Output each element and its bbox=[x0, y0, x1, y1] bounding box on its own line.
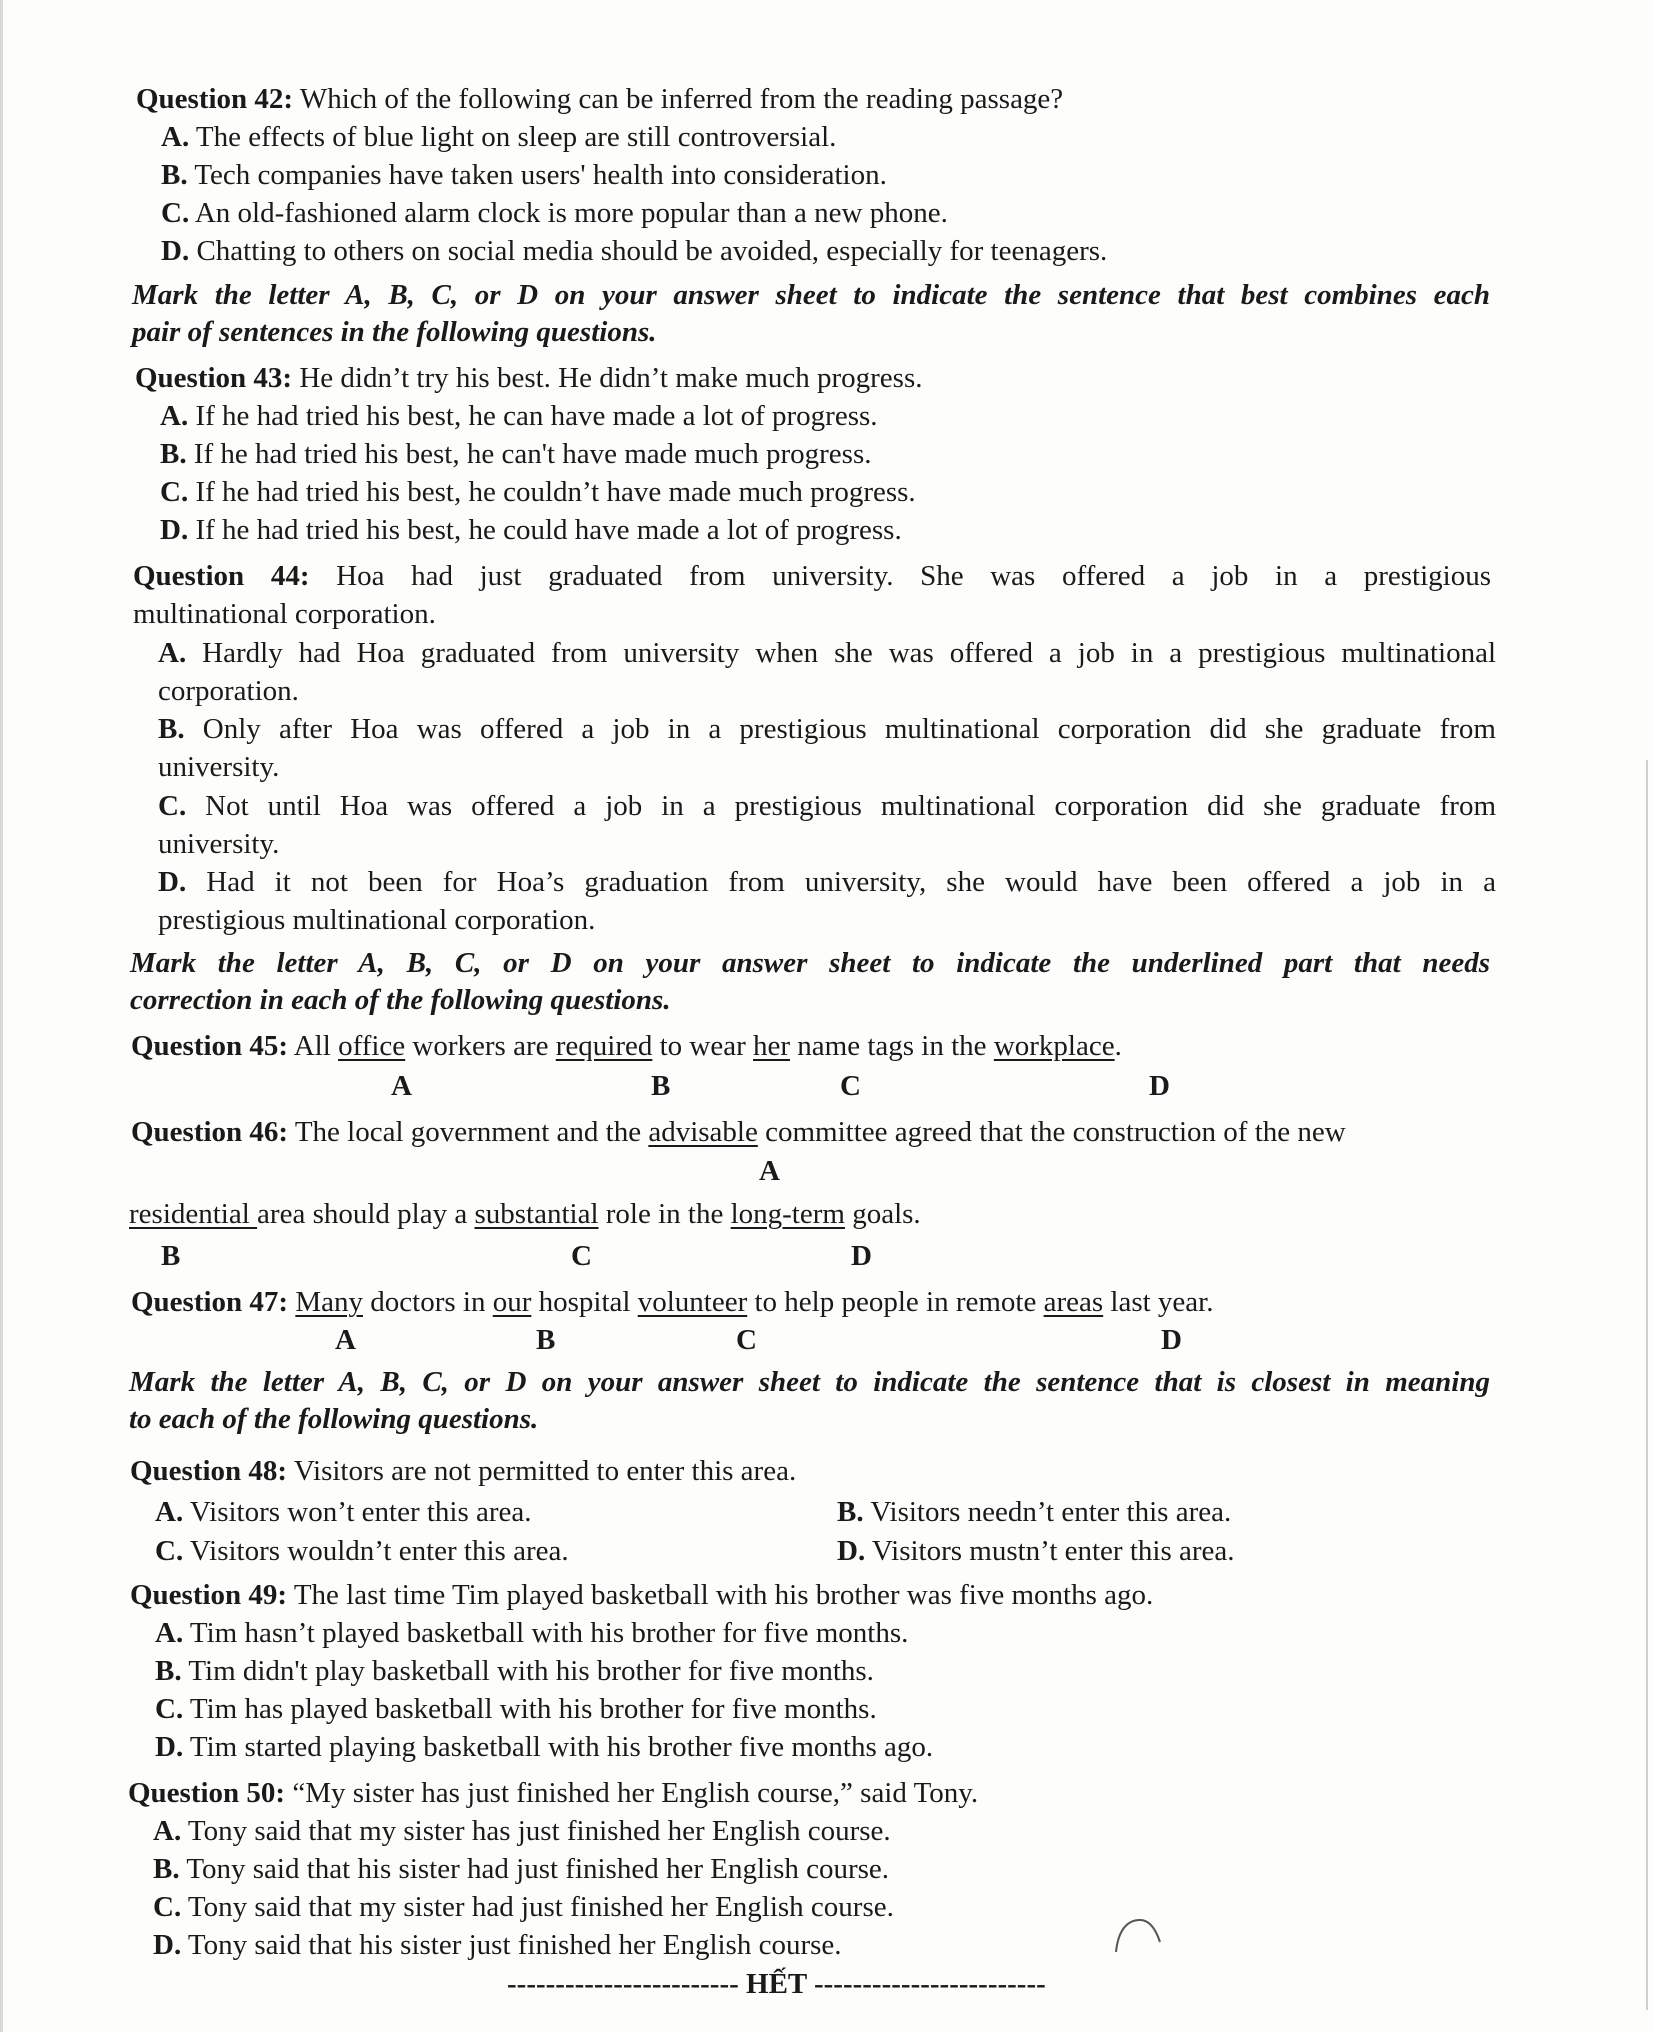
question-label: Question 48: bbox=[130, 1455, 288, 1487]
part-label-a: A bbox=[335, 1324, 356, 1356]
option-c: C. Not until Hoa was offered a job in a prestigious multinational corporation did she graduate from bbox=[158, 790, 1496, 822]
question-43 bbox=[135, 360, 922, 396]
option-d-line2: prestigious multinational corporation. bbox=[158, 904, 596, 936]
part-label-d: D bbox=[851, 1240, 872, 1272]
option-c: C. An old-fashioned alarm clock is more popular than a new phone. bbox=[161, 197, 948, 229]
part-label-c: C bbox=[736, 1324, 757, 1356]
question-text: Hoa had just graduated from university. She was offered a job in a prestigious bbox=[309, 560, 1491, 592]
option-d: D. Tim started playing basketball with his brother five months ago. bbox=[155, 1731, 934, 1763]
underlined-part-a: Many bbox=[295, 1286, 364, 1318]
question-text: Visitors are not permitted to enter this area. bbox=[287, 1455, 797, 1487]
part-label-d: D bbox=[1161, 1324, 1182, 1356]
option-a: A. Hardly had Hoa graduated from university when she was offered a job in a prestigious multinational bbox=[158, 637, 1496, 669]
question-label: Question 42: bbox=[136, 83, 294, 115]
question-label: Question 46: bbox=[131, 1116, 289, 1148]
option-b: B. Visitors needn’t enter this area. bbox=[837, 1496, 1232, 1528]
option-c: C. If he had tried his best, he couldn’t have made much progress. bbox=[160, 476, 916, 508]
pen-mark-icon bbox=[1112, 1912, 1172, 1972]
option-b: B. Tim didn't play basketball with his brother for five months. bbox=[155, 1655, 874, 1687]
question-50 bbox=[128, 1775, 978, 1811]
part-label-b: B bbox=[536, 1324, 556, 1356]
scan-edge-right bbox=[1646, 760, 1648, 2010]
part-label-c: C bbox=[840, 1070, 861, 1102]
option-c: C. Tony said that my sister had just finished her English course. bbox=[153, 1891, 894, 1923]
option-b: B. Only after Hoa was offered a job in a prestigious multinational corporation did she graduate from bbox=[158, 713, 1496, 745]
option-a: A. If he had tried his best, he can have made a lot of progress. bbox=[160, 400, 878, 432]
part-label-a: A bbox=[391, 1070, 412, 1102]
question-text: “My sister has just finished her English course,” said Tony. bbox=[285, 1777, 979, 1809]
option-a-line2: corporation. bbox=[158, 675, 299, 707]
part-label-a: A bbox=[759, 1155, 780, 1187]
underlined-part-c: substantial bbox=[474, 1198, 599, 1230]
question-44 bbox=[133, 558, 1491, 594]
option-d: D. Visitors mustn’t enter this area. bbox=[837, 1535, 1235, 1567]
question-label: Question 45: bbox=[131, 1030, 289, 1062]
underlined-part-b: residential bbox=[129, 1198, 258, 1230]
underlined-part-a: office bbox=[338, 1030, 406, 1062]
question-44-line2: multinational corporation. bbox=[133, 598, 436, 630]
instruction-correction-line2: correction in each of the following questions. bbox=[130, 984, 671, 1016]
instruction-closest-line2: to each of the following questions. bbox=[129, 1403, 539, 1435]
question-label: Question 44: bbox=[133, 560, 310, 592]
scan-edge-left bbox=[0, 0, 3, 2032]
question-42 bbox=[136, 81, 1063, 117]
underlined-part-a: advisable bbox=[648, 1116, 758, 1148]
question-label: Question 47: bbox=[131, 1286, 289, 1318]
underlined-part-b: required bbox=[555, 1030, 653, 1062]
option-d: D. Chatting to others on social media should be avoided, especially for teenagers. bbox=[161, 235, 1108, 267]
instruction-combine-line2: pair of sentences in the following questions. bbox=[132, 316, 657, 348]
question-45: Question 45: All office workers are required to wear her name tags in the workplace. bbox=[131, 1030, 1122, 1062]
part-label-d: D bbox=[1149, 1070, 1170, 1102]
question-46: Question 46: The local government and the advisable committee agreed that the construction of the new bbox=[131, 1116, 1346, 1148]
option-c: C. Visitors wouldn’t enter this area. bbox=[155, 1535, 569, 1567]
option-a: A. Visitors won’t enter this area. bbox=[155, 1496, 532, 1528]
option-b: B. If he had tried his best, he can't have made much progress. bbox=[160, 438, 872, 470]
option-a: A. Tim hasn’t played basketball with his brother for five months. bbox=[155, 1617, 909, 1649]
question-text: He didn’t try his best. He didn’t make much progress. bbox=[292, 362, 923, 394]
underlined-part-c: volunteer bbox=[637, 1286, 748, 1318]
instruction-closest-line1: Mark the letter A, B, C, or D on your answer sheet to indicate the sentence that is closest in meaning bbox=[129, 1366, 1490, 1398]
underlined-part-d: long-term bbox=[730, 1198, 845, 1230]
option-d: D. If he had tried his best, he could have made a lot of progress. bbox=[160, 514, 902, 546]
question-48 bbox=[130, 1453, 796, 1489]
end-marker: ------------------------ HẾT ------------------------ bbox=[507, 1968, 1046, 2000]
underlined-part-d: workplace bbox=[993, 1030, 1115, 1062]
option-a: A. Tony said that my sister has just finished her English course. bbox=[153, 1815, 891, 1847]
option-c-line2: university. bbox=[158, 828, 280, 860]
option-c: C. Tim has played basketball with his brother for five months. bbox=[155, 1693, 877, 1725]
question-label: Question 49: bbox=[130, 1579, 288, 1611]
underlined-part-b: our bbox=[492, 1286, 532, 1318]
instruction-combine-line1: Mark the letter A, B, C, or D on your answer sheet to indicate the sentence that best combines each bbox=[132, 279, 1490, 311]
option-b: B. Tech companies have taken users' health into consideration. bbox=[161, 159, 887, 191]
part-label-b: B bbox=[651, 1070, 671, 1102]
question-47: Question 47: Many doctors in our hospital volunteer to help people in remote areas last year. bbox=[131, 1286, 1214, 1318]
option-b: B. Tony said that his sister had just finished her English course. bbox=[153, 1853, 890, 1885]
instruction-correction-line1: Mark the letter A, B, C, or D on your answer sheet to indicate the underlined part that needs bbox=[130, 947, 1490, 979]
question-49 bbox=[130, 1577, 1153, 1613]
question-text: Which of the following can be inferred from the reading passage? bbox=[293, 83, 1064, 115]
question-label: Question 43: bbox=[135, 362, 293, 394]
option-b-line2: university. bbox=[158, 751, 280, 783]
option-a: A. The effects of blue light on sleep are still controversial. bbox=[161, 121, 837, 153]
part-label-c: C bbox=[571, 1240, 592, 1272]
underlined-part-d: areas bbox=[1043, 1286, 1104, 1318]
option-d: D. Tony said that his sister just finished her English course. bbox=[153, 1929, 842, 1961]
part-label-b: B bbox=[161, 1240, 181, 1272]
option-d: D. Had it not been for Hoa’s graduation from university, she would have been offered a job in a bbox=[158, 866, 1496, 898]
question-46-line2: residential area should play a substantial role in the long-term goals. bbox=[129, 1198, 921, 1230]
question-label: Question 50: bbox=[128, 1777, 286, 1809]
question-text: The last time Tim played basketball with his brother was five months ago. bbox=[287, 1579, 1154, 1611]
underlined-part-c: her bbox=[753, 1030, 791, 1062]
